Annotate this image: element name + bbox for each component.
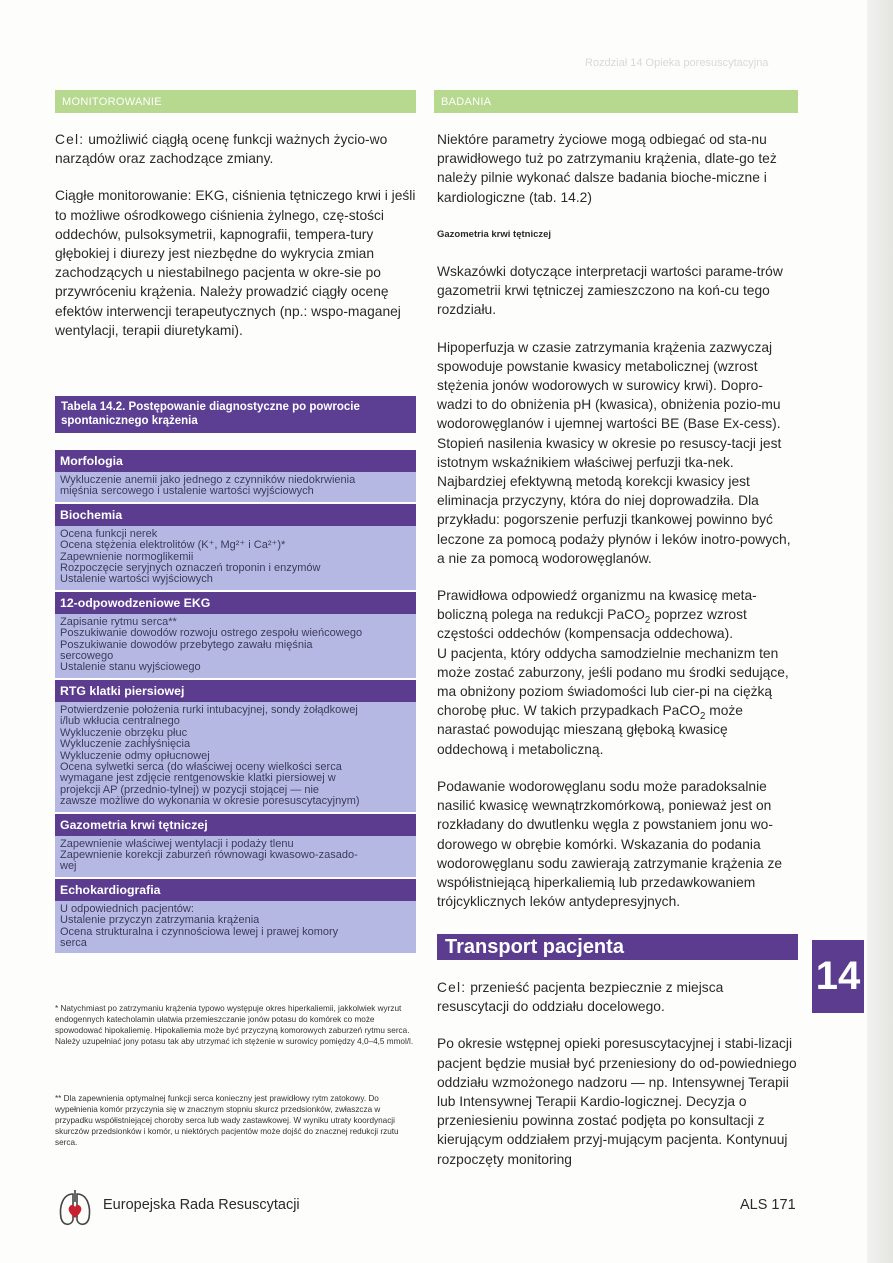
footnote-1: * Natychmiast po zatrzymaniu krążenia typowo występuje okres hiperkaliemii, jakkolwiek wyrzut endogennych katecholamin ułatwia przemieszczanie jonów potasu do komórek co może spowodować hipokaliemię. Hipokaliemia może być przyczyną komorowych zaburzeń rytmu serca. Należy uzupełniać jony potasu tak aby utrzymać ich stężenie w surowicy pomiędzy 4,0–4,5 mmol/l. — [55, 1004, 414, 1047]
table-caption — [55, 396, 416, 433]
table-line: wej — [60, 860, 77, 873]
table-section-body — [55, 702, 416, 812]
abg-paragraph-3b — [437, 644, 798, 759]
erc-logo-icon — [55, 1188, 95, 1233]
page-edge — [867, 0, 893, 1263]
left-column — [55, 130, 416, 358]
subscript: 2 — [700, 711, 706, 723]
table-line: Ustalenie wartości wyjściowych — [60, 573, 213, 586]
text-run: Prawidłowa odpowiedź organizmu na kwasicę meta-boliczną polega na redukcji PaCO — [437, 588, 757, 623]
section-band-monitoring: MONITOROWANIE — [55, 90, 416, 113]
transport-section — [437, 978, 798, 1187]
text-run: poprzez wzrost częstości oddechów (kompensacja oddechowa). — [437, 607, 747, 642]
table-caption-line: spontanicznego krążenia — [61, 415, 198, 427]
table-caption-line: Tabela 14.2. Postępowanie diagnostyczne po powrocie — [61, 401, 360, 413]
table-line: Wykluczenie obrzęku płuc — [60, 726, 188, 739]
table-line: Ocena funkcji nerek — [60, 527, 158, 540]
table-line: Ustalenie stanu wyjściowego — [60, 661, 201, 674]
table-section-body — [55, 614, 416, 678]
table-line: Rozpoczęcie seryjnych oznaczeń troponin i enzymów — [60, 562, 321, 575]
table-line: Poszukiwanie dowodów przebytego zawału mięśnia — [60, 638, 313, 651]
section-band-tests: BADANIA — [434, 90, 798, 113]
goal-text: umożliwić ciągłą ocenę funkcji ważnych życio-wo narządów oraz zachodzące zmiany. — [55, 132, 388, 167]
table-section-body — [55, 472, 416, 502]
running-header: Rozdział 14 Opieka poresuscytacyjna — [585, 57, 769, 69]
table-section-body — [55, 901, 416, 954]
table-section-heading: RTG klatki piersiowej — [55, 678, 416, 702]
table-line: Wykluczenie odmy opłucnowej — [60, 749, 210, 762]
abg-subheading: Gazometria krwi tętniczej — [437, 228, 552, 240]
transport-goal — [437, 978, 798, 1016]
table-line: mięśnia sercowego i ustalenie wartości wyjściowych — [60, 485, 314, 498]
table-section-heading: Morfologia — [55, 448, 416, 472]
table-line: serca — [60, 936, 87, 949]
table-line: U odpowiednich pacjentów: — [60, 902, 194, 915]
abg-paragraph-3a — [437, 586, 798, 644]
table-line: Zapewnienie właściwej wentylacji i podaży tlenu — [60, 837, 294, 850]
table-line: wymagane jest zdjęcie rentgenowskie klatki piersiowej w — [60, 772, 336, 785]
goal-label: Cel: — [55, 132, 85, 147]
table-section-heading: Gazometria krwi tętniczej — [55, 812, 416, 836]
table-line: Zapewnienie korekcji zaburzeń równowagi kwasowo-zasado- — [60, 848, 358, 861]
table-line: projekcji AP (przednio-tylnej) w pozycji stojącej — nie — [60, 783, 320, 796]
monitoring-paragraph: Ciągłe monitorowanie: EKG, ciśnienia tętniczego krwi i jeśli to możliwe ośrodkowego ciśnienia żylnego, czę-stości oddechów, pulsoksymetrii, kapnografii, tempera-tury głębokiej i diurezy jest niezbędne do wykrycia zmian zachodzących u niestabilnego pacjenta w okre-sie po przywróceniu krążenia. Należy prowadzić ciągły ocenę efektów interwencji terapeutycznych (np.: wspo-maganej wentylacji, terapii diuretykami). — [55, 188, 416, 338]
table-section-heading: Biochemia — [55, 502, 416, 526]
bicarbonate-paragraph: Podawanie wodorowęglanu sodu może paradoksalnie nasilić kwasicę wewnątrzkomórkową, ponieważ jest on rozkładany do dwutlenku węgla z powstaniem jonu wo-dorowego w obrębie komórki. Wskazania do podania wodorowęglanu sodu zawierają zatrzymanie krążenia ze współistniejącą hiperkaliemią lub przedawkowaniem trójcyklicznych leków antydepresyjnych. — [437, 778, 783, 910]
goal-text: przenieść pacjenta bezpiecznie z miejsca resuscytacji do oddziału docelowego. — [437, 980, 724, 1015]
table-line: Ocena stężenia elektrolitów (K⁺, Mg²⁺ i Ca²⁺)* — [60, 539, 286, 552]
abg-paragraph-2: Hipoperfuzja w czasie zatrzymania krążenia zazwyczaj spowoduje powstanie kwasicy metabolicznej (wzrost stężenia jonów wodorowych w surowicy krwi). Dopro-wadzi to do obniżenia pH (kwasica), obniżenia pozio-mu wodorowęglanów i ujemnej wartości BE (Base Ex-cess). Stopień nasilenia kwasicy w okresie po resuscy-tacji jest istotnym wskaźnikiem właściwej perfuzji tka-nek. Najbardziej efektywną metodą korekcji kwasicy jest eliminacja przyczyny, która do niej doprowadziła. Dla przykładu: pogorszenie perfuzji tkankowej powinno być leczone za pomocą podaży płynów i leków inotro-powych, a nie za pomocą wodorowęglanów. — [437, 339, 791, 566]
table-line: Zapewnienie normoglikemii — [60, 550, 194, 563]
table-line: Zapisanie rytmu serca** — [60, 615, 177, 628]
publisher-name: Europejska Rada Resuscytacji — [103, 1197, 300, 1213]
table-section-heading: 12-odpowodzeniowe EKG — [55, 590, 416, 614]
diagnostic-table — [55, 396, 416, 953]
table-section-body — [55, 526, 416, 590]
table-line: i/lub wkłucia centralnego — [60, 715, 180, 728]
table-line: Ocena strukturalna i czynnościowa lewej i prawej komory — [60, 925, 339, 938]
table-section-heading: Echokardiografia — [55, 877, 416, 901]
table-line: Ocena sylwetki serca (do właściwej oceny wielkości serca — [60, 760, 342, 773]
right-column — [437, 130, 798, 929]
table-line: Ustalenie przyczyn zatrzymania krążenia — [60, 914, 260, 927]
text-run: U pacjenta, który oddycha samodzielnie mechanizm ten może zostać zaburzony, jeśli podano mu środki sedujące, ma obniżony poziom świadomości lub cier-pi na ciężką chorobę płuc. W takich przypadkach PaCO — [437, 645, 789, 719]
text-run: może narastać powodując mieszaną głęboką kwasicę oddechową i metaboliczną. — [437, 703, 743, 757]
table-line: Wykluczenie anemii jako jednego z czynników niedokrwienia — [60, 474, 356, 486]
goal-paragraph — [55, 130, 416, 168]
subscript: 2 — [644, 615, 651, 627]
table-line: sercowego — [60, 650, 114, 663]
table-section-body — [55, 836, 416, 877]
table-line: Wykluczenie zachłyśnięcia — [60, 738, 191, 751]
tests-intro: Niektóre parametry życiowe mogą odbiegać od sta-nu prawidłowego tuż po zatrzymaniu krążenia, dlate-go też należy pilnie wykonać dalsze badania bioche-miczne i kardiologiczne (tab. 14.2) — [437, 132, 777, 205]
transport-heading: Transport pacjenta — [437, 934, 798, 960]
table-line: Poszukiwanie dowodów rozwoju ostrego zespołu wieńcowego — [60, 627, 363, 640]
footnote-2: ** Dla zapewnienia optymalnej funkcji serca konieczny jest prawidłowy rytm zatokowy. Do wypełnienia komór przyczynia się w znacznym stopniu skurcz przedsionków, zwłaszcza w przypadku współistniejącej choroby serca lub wady zastawkowej. W wyniku utraty koordynacji skurczów przedsionków i komór, u niektórych pacjentów może dojść do znacznej redukcji rzutu serca. — [55, 1094, 399, 1148]
page-number: ALS 171 — [740, 1197, 796, 1213]
goal-label: Cel: — [437, 980, 467, 995]
table-line: Potwierdzenie położenia rurki intubacyjnej, sondy żołądkowej — [60, 703, 358, 716]
transport-paragraph: Po okresie wstępnej opieki poresuscytacyjnej i stabi-lizacji pacjent będzie musiał być przeniesiony do od-powiedniego oddziału wzmożonego nadzoru — np. Intensywnej Terapii lub Intensywnej Terapii Kardio-logicznej. Decyzja o przeniesieniu powinna zostać podjęta po konsultacji z kierującym oddziałem przyj-mującym pacjenta. Kontynuuj rozpoczęty monitoring — [437, 1036, 797, 1167]
table-line: zawsze możliwe do wykonania w okresie poresuscytacyjnym) — [60, 795, 360, 808]
abg-paragraph-1: Wskazówki dotyczące interpretacji wartości parame-trów gazometrii krwi tętniczej zamieszczono na koń-cu tego rozdziału. — [437, 264, 783, 318]
chapter-tab: 14 — [812, 940, 864, 1013]
